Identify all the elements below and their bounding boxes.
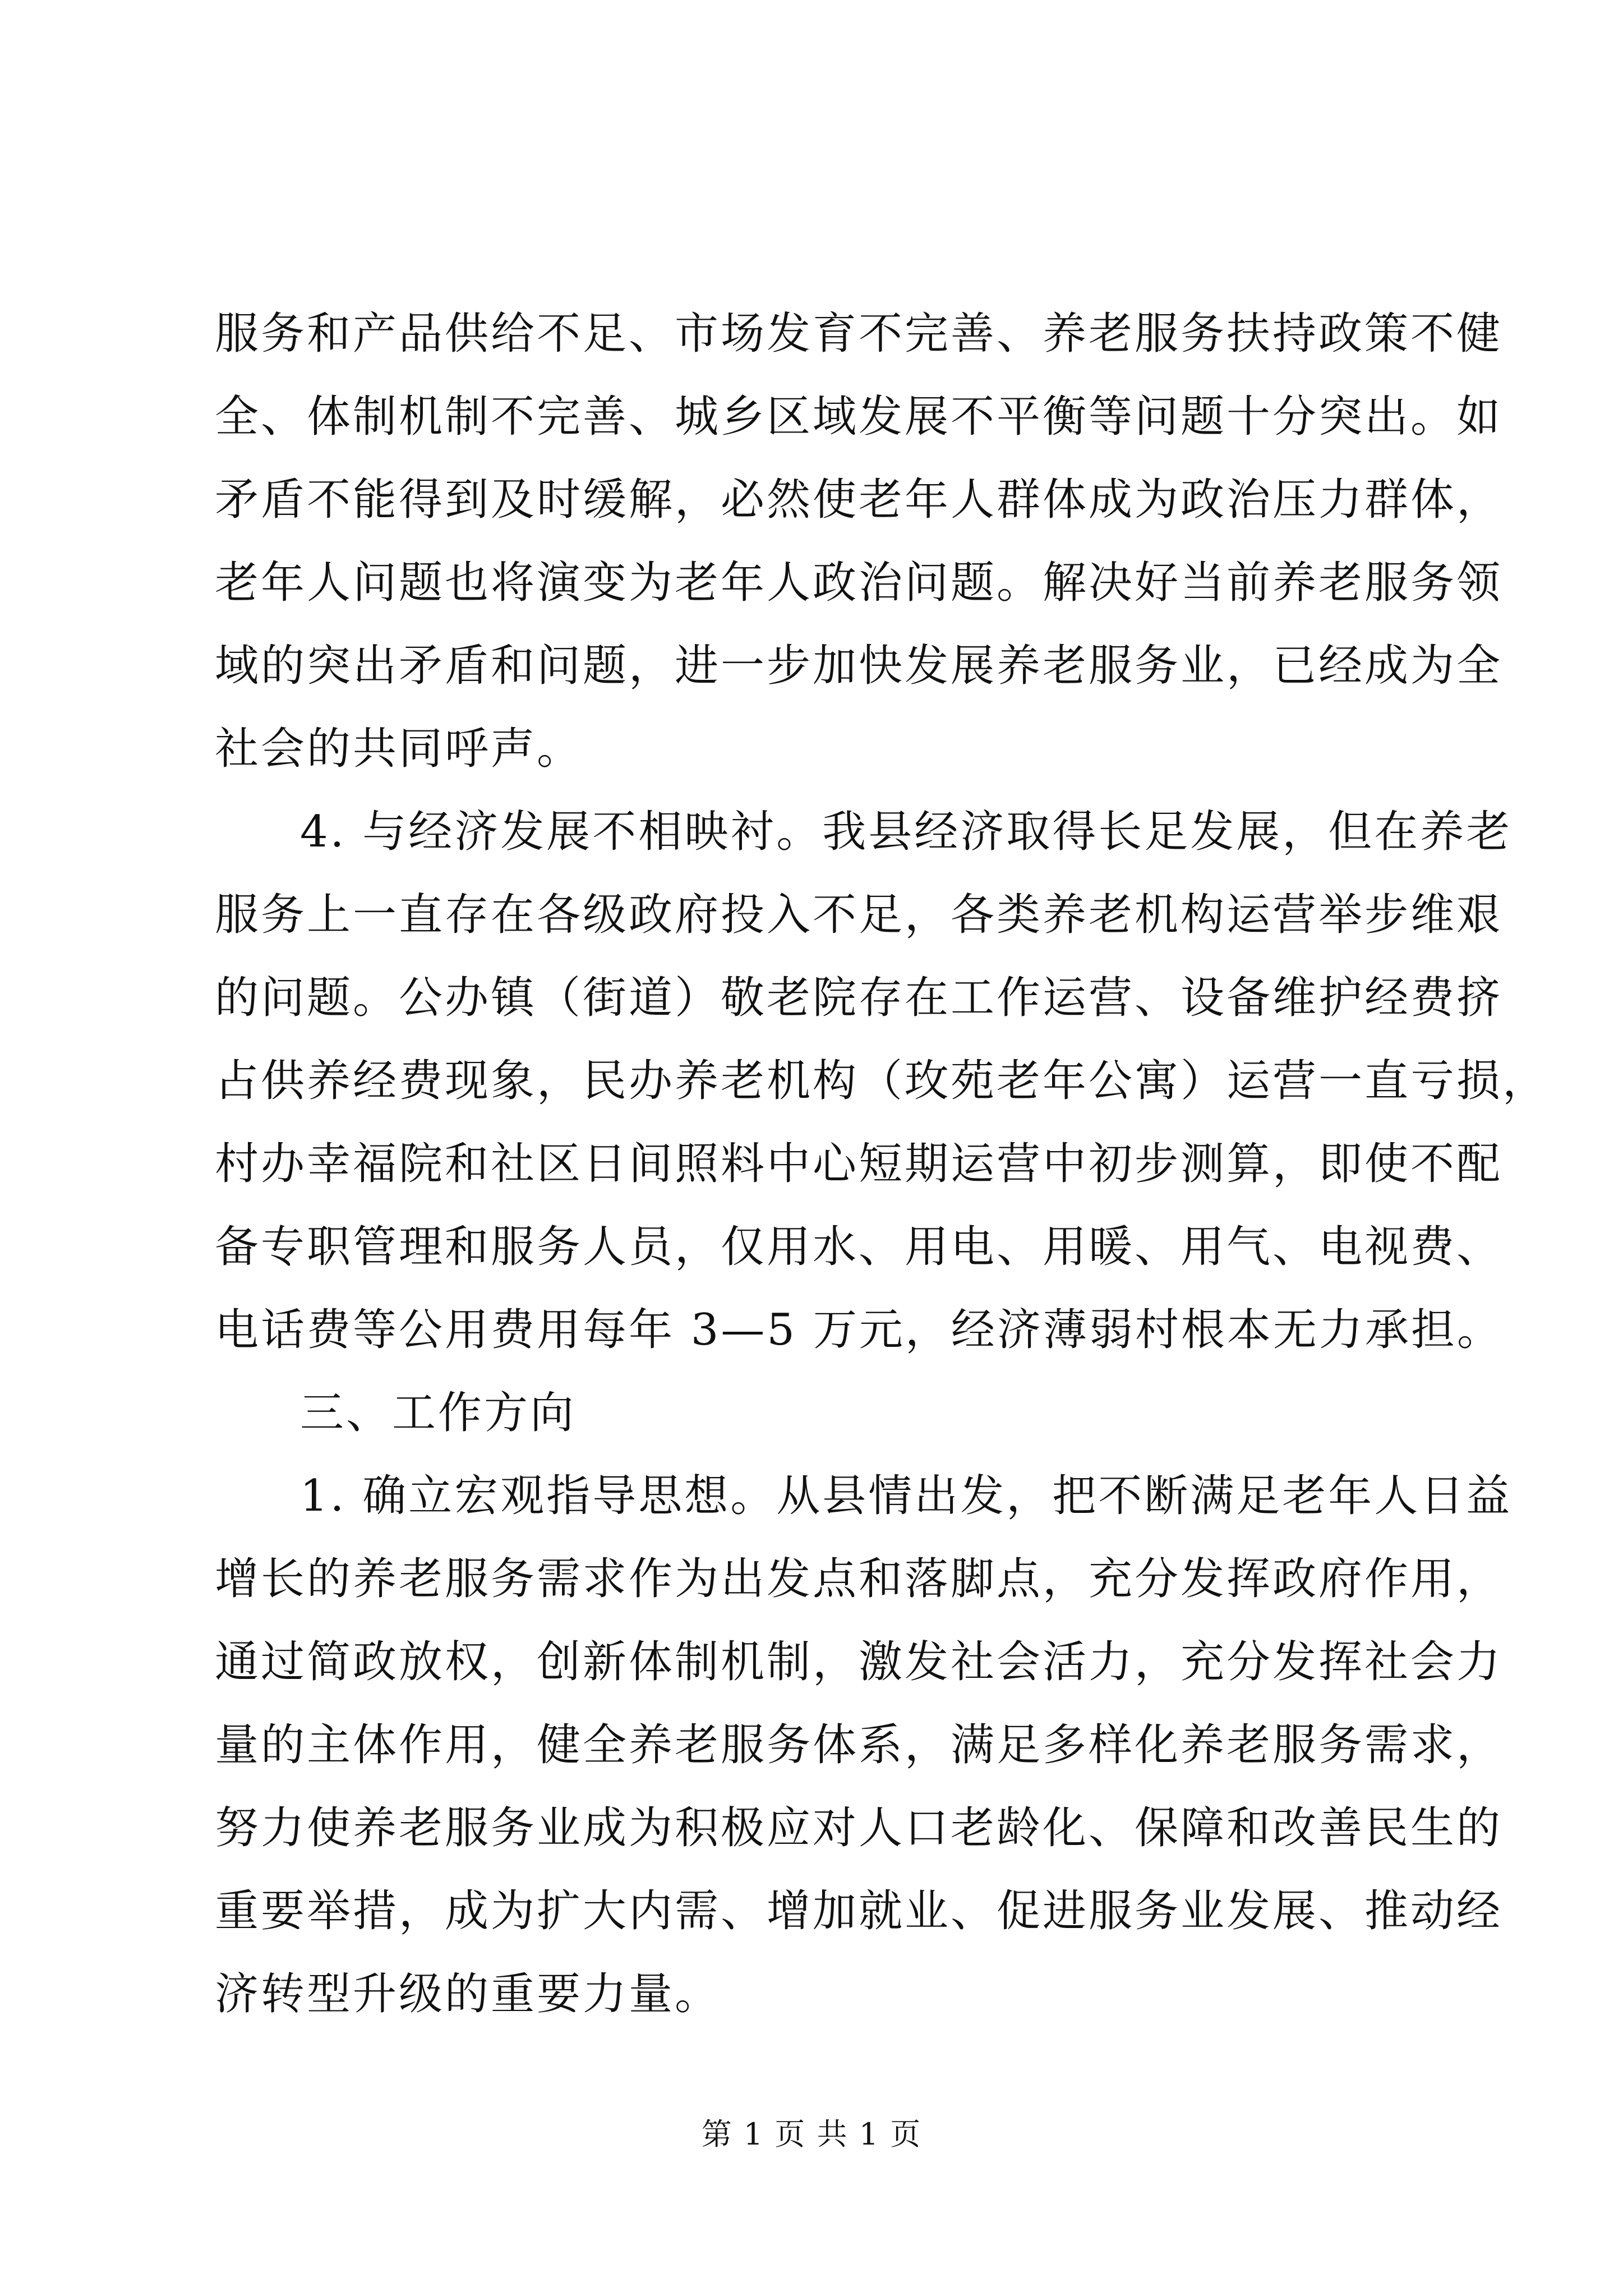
paragraph-2-line-6: 备专职管理和服务人员，仅用水、用电、用暖、用气、电视费、 (215, 1222, 1503, 1272)
paragraph-1-line-3: 矛盾不能得到及时缓解，必然使老年人群体成为政治压力群体， (215, 475, 1503, 525)
paragraph-2-line-7: 电话费等公用费用每年 3—5 万元，经济薄弱村根本无力承担。 (215, 1305, 1503, 1355)
page-number-footer: 第 1 页 共 1 页 (701, 2116, 922, 2152)
paragraph-3-line-1: 1. 确立宏观指导思想。从县情出发，把不断满足老年人日益 (300, 1471, 1513, 1521)
paragraph-3-line-2: 增长的养老服务需求作为出发点和落脚点，充分发挥政府作用， (215, 1554, 1503, 1604)
section-heading: 三、工作方向 (300, 1388, 577, 1438)
paragraph-1-line-4: 老年人问题也将演变为老年人政治问题。解决好当前养老服务领 (215, 558, 1503, 608)
paragraph-3-line-4: 量的主体作用，健全养老服务体系，满足多样化养老服务需求， (215, 1720, 1503, 1770)
paragraph-2-line-2: 服务上一直存在各级政府投入不足，各类养老机构运营举步维艰 (215, 890, 1503, 940)
paragraph-3-line-3: 通过简政放权，创新体制机制，激发社会活力，充分发挥社会力 (215, 1637, 1503, 1687)
paragraph-1-line-6: 社会的共同呼声。 (215, 724, 583, 774)
paragraph-3-line-7: 济转型升级的重要力量。 (215, 1969, 721, 2019)
paragraph-3-line-5: 努力使养老服务业成为积极应对人口老龄化、保障和改善民生的 (215, 1803, 1503, 1853)
paragraph-2-line-3: 的问题。公办镇（街道）敬老院存在工作运营、设备维护经费挤 (215, 973, 1503, 1023)
paragraph-1-line-2: 全、体制机制不完善、城乡区域发展不平衡等问题十分突出。如 (215, 392, 1503, 442)
paragraph-2-line-4: 占供养经费现象，民办养老机构（玫苑老年公寓）运营一直亏损， (215, 1056, 1549, 1106)
paragraph-2-line-5: 村办幸福院和社区日间照料中心短期运营中初步测算，即使不配 (215, 1139, 1503, 1189)
paragraph-2-line-1: 4. 与经济发展不相映衬。我县经济取得长足发展，但在养老 (300, 807, 1513, 857)
paragraph-1-line-5: 域的突出矛盾和问题，进一步加快发展养老服务业，已经成为全 (215, 641, 1503, 691)
paragraph-1-line-1: 服务和产品供给不足、市场发育不完善、养老服务扶持政策不健 (215, 309, 1503, 359)
paragraph-3-line-6: 重要举措，成为扩大内需、增加就业、促进服务业发展、推动经 (215, 1886, 1503, 1936)
